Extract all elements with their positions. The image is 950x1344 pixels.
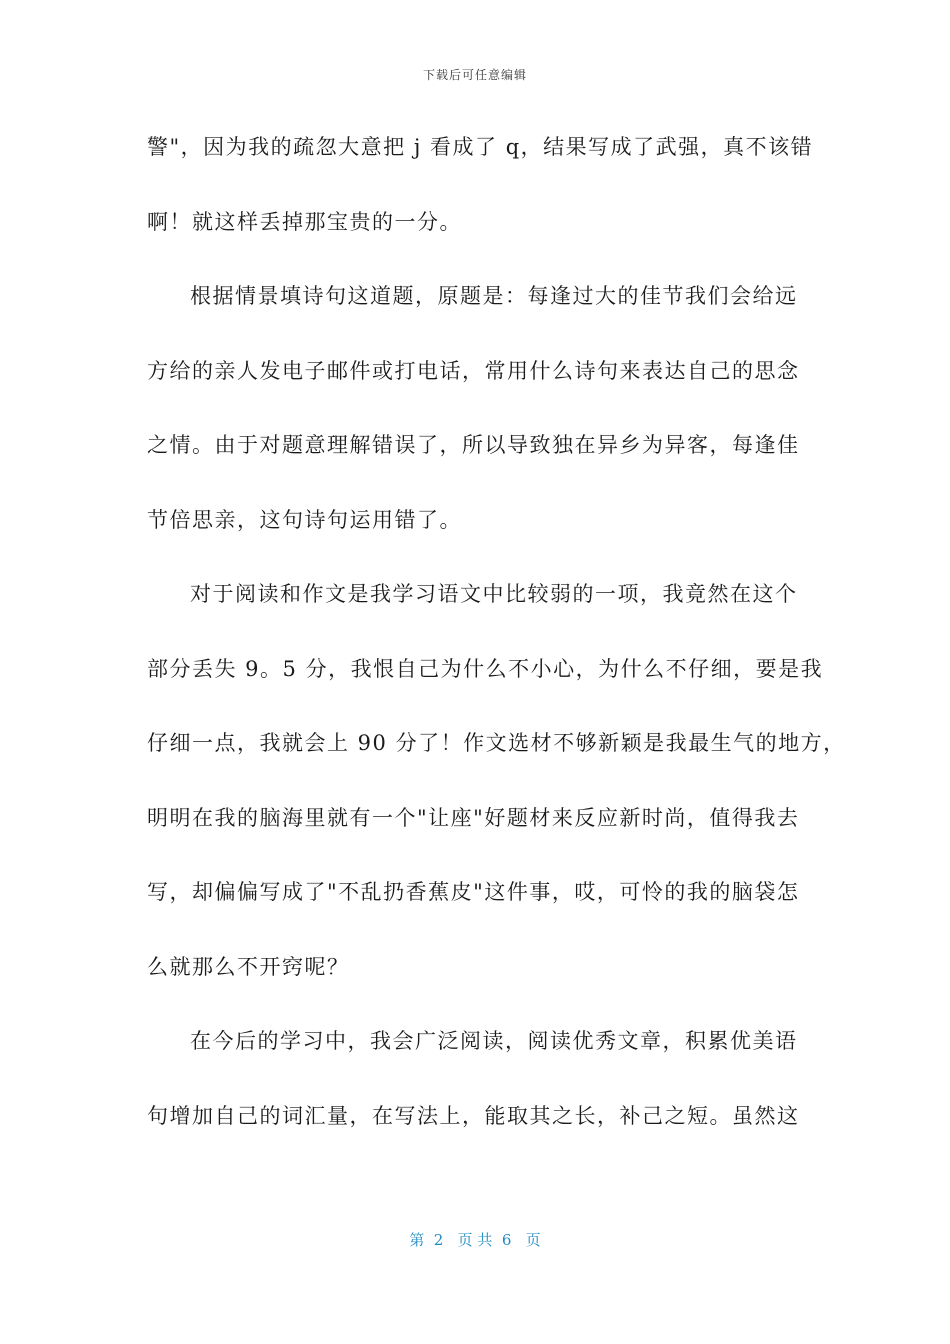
text-line: 么就那么不开窍呢？ <box>147 954 350 979</box>
text-line: 部分丢失 9。5 分，我恨自己为什么不小心，为什么不仔细，要是我 <box>147 656 824 681</box>
text-line: 根据情景填诗句这道题，原题是：每逢过大的佳节我们会给远 <box>190 284 798 308</box>
page-footer: 第 2 页 共 6 页 <box>409 1231 541 1249</box>
text-line: 仔细一点，我就会上 90 分了！作文选材不够新颖是我最生气的地方， <box>147 731 846 755</box>
text-line: 警"，因为我的疏忽大意把 j 看成了 q，结果写成了武强，真不该错 <box>147 135 814 159</box>
header-note: 下载后可任意编辑 <box>422 68 527 82</box>
text-line: 节倍思亲，这句诗句运用错了。 <box>147 507 462 532</box>
text-line: 方给的亲人发电子邮件或打电话，常用什么诗句来表达自己的思念 <box>147 358 800 383</box>
text-line: 明明在我的脑海里就有一个"让座"好题材来反应新时尚，值得我去 <box>147 805 800 830</box>
text-line: 对于阅读和作文是我学习语文中比较弱的一项，我竟然在这个 <box>190 582 798 606</box>
text-line: 之情。由于对题意理解错误了，所以导致独在异乡为异客，每逢佳 <box>147 433 800 457</box>
text-line: 在今后的学习中，我会广泛阅读，阅读优秀文章，积累优美语 <box>190 1029 798 1053</box>
text-line: 写，却偏偏写成了"不乱扔香蕉皮"这件事，哎，可怜的我的脑袋怎 <box>147 880 800 904</box>
document-body <box>147 127 846 1170</box>
text-line: 啊！就这样丢掉那宝贵的一分。 <box>147 209 462 234</box>
text-line: 句增加自己的词汇量，在写法上，能取其之长，补己之短。虽然这 <box>147 1103 800 1128</box>
